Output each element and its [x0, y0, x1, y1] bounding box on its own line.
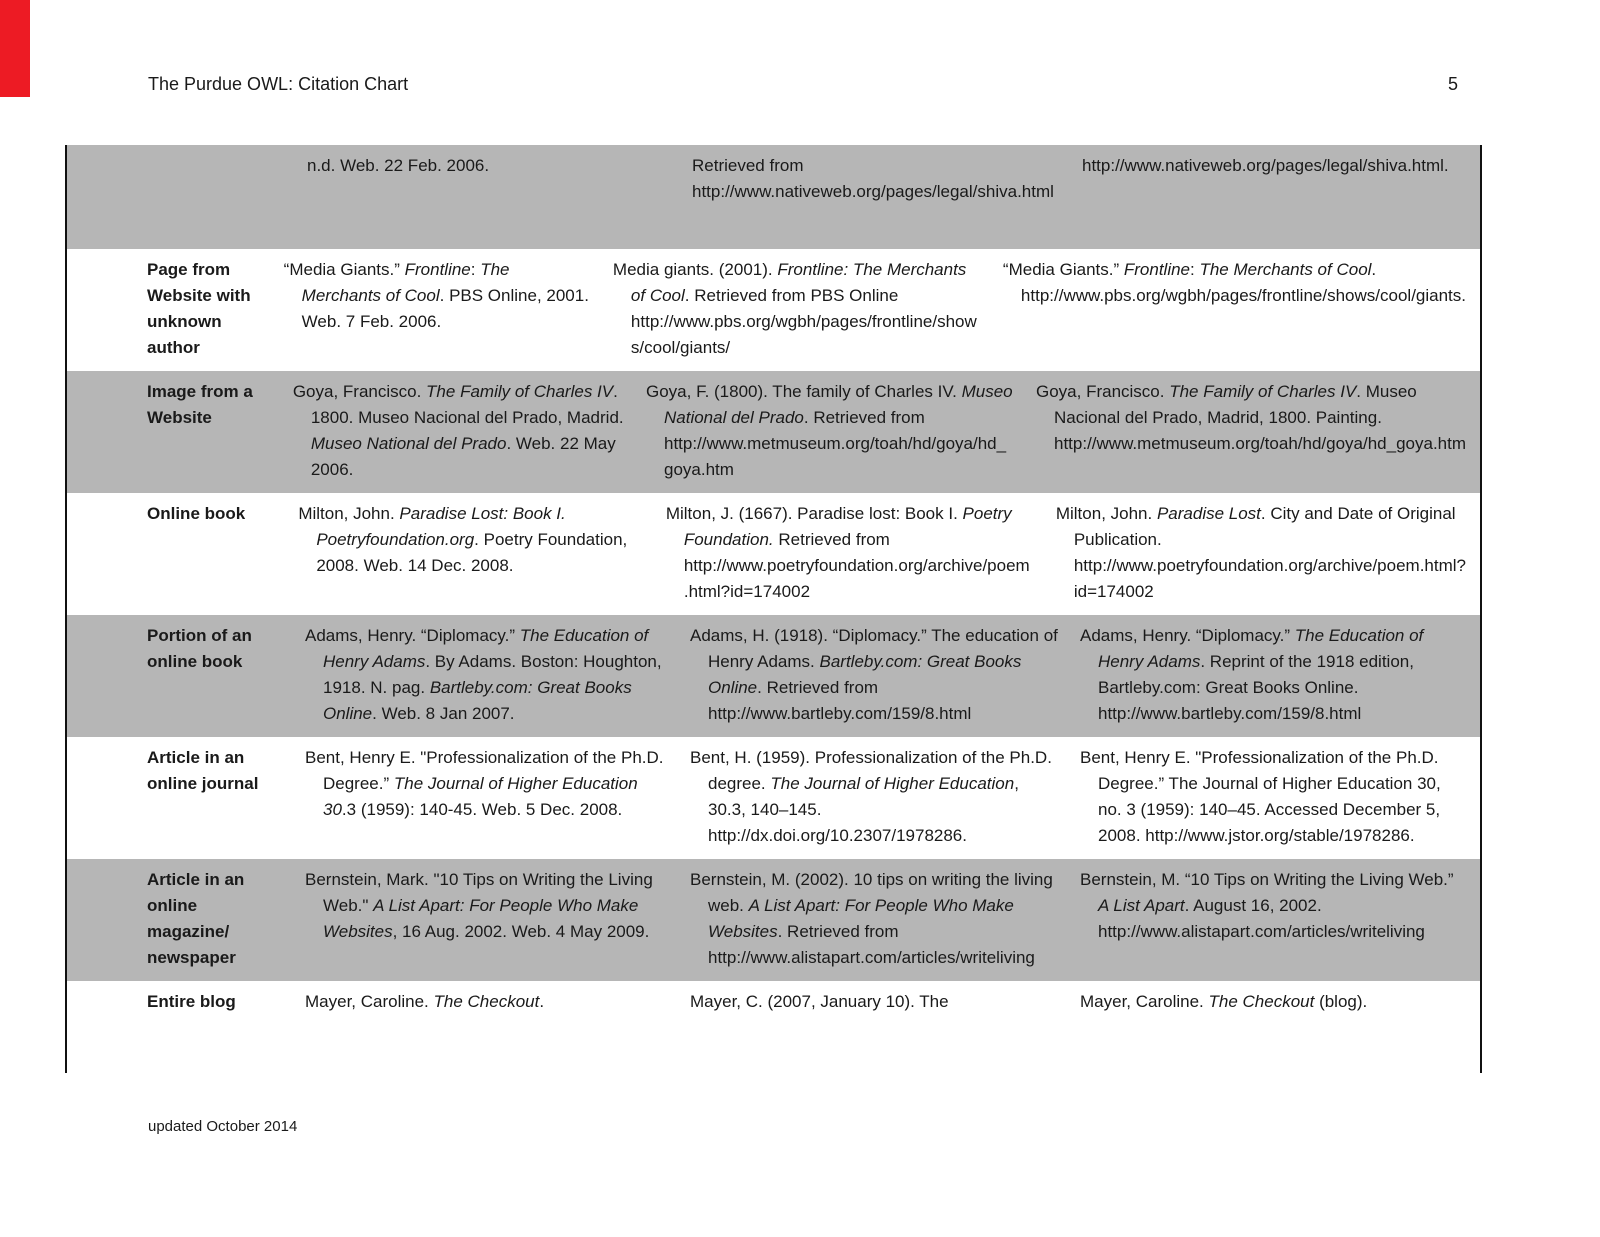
mla-citation: Bernstein, Mark. "10 Tips on Writing the Living Web." A List Apart: For People Who Make Websites, 16 Aug. 2002. Web. 4 May 2009. [305, 870, 653, 941]
cms-citation: Goya, Francisco. The Family of Charles IV. Museo Nacional del Prado, Madrid, 1800. Painting. http://www.metmuseum.org/toah/hd/goya/hd_goya.htm [1036, 382, 1467, 453]
mla-citation: Goya, Francisco. The Family of Charles IV. 1800. Museo Nacional del Prado, Madrid. Museo National del Prado. Web. 22 May 2006. [292, 382, 624, 479]
cms-citation: Bernstein, M. “10 Tips on Writing the Living Web.” A List Apart. August 16, 2002. http://www.alistapart.com/articles/writeliving [1080, 870, 1454, 941]
source-type-label: Article in an online magazine/ newspaper [147, 870, 245, 967]
apa-citation: Bernstein, M. (2002). 10 tips on writing the living web. A List Apart: For People Who Make Websites. Retrieved from http://www.alistapart.com/articles/writeliving [690, 870, 1053, 967]
source-type-label: Portion of an online book [147, 626, 252, 671]
cms-citation: “Media Giants.” Frontline: The Merchants of Cool. http://www.pbs.org/wgbh/pages/frontline/shows/cool/giants. [1002, 260, 1467, 305]
apa-citation: Mayer, C. (2007, January 10). The [690, 992, 949, 1011]
table-row [67, 493, 1480, 615]
cms-citation: Milton, John. Paradise Lost. City and Date of Original Publication. http://www.poetryfoundation.org/archive/poem.html?id=174002 [1055, 504, 1466, 601]
source-type-label [67, 145, 297, 249]
mla-citation: Bent, Henry E. "Professionalization of the Ph.D. Degree.” The Journal of Higher Education 30.3 (1959): 140-45. Web. 5 Dec. 2008. [305, 748, 664, 819]
red-corner-mark [0, 0, 30, 97]
table-row [67, 737, 1480, 859]
cms-citation: Adams, Henry. “Diplomacy.” The Education of Henry Adams. Reprint of the 1918 edition, Bartleby.com: Great Books Online. http://www.bartleby.com/159/8.html [1080, 626, 1424, 723]
apa-citation: Retrieved from http://www.nativeweb.org/pages/legal/shiva.html [692, 156, 1054, 201]
apa-citation: Adams, H. (1918). “Diplomacy.” The education of Henry Adams. Bartleby.com: Great Books Online. Retrieved from http://www.bartleby.com/159/8.html [690, 626, 1058, 723]
cms-citation: http://www.nativeweb.org/pages/legal/shiva.html. [1082, 156, 1449, 175]
apa-citation: Media giants. (2001). Frontline: The Merchants of Cool. Retrieved from PBS Online http://www.pbs.org/wgbh/pages/frontline/shows/cool/giants/ [612, 260, 977, 357]
apa-citation: Goya, F. (1800). The family of Charles IV. Museo National del Prado. Retrieved from http://www.metmuseum.org/toah/hd/goya/hd_goya.htm [646, 382, 1013, 479]
footer-note: updated October 2014 [148, 1118, 298, 1135]
cms-citation: Bent, Henry E. "Professionalization of the Ph.D. Degree.” The Journal of Higher Education 30, no. 3 (1959): 140–45. Accessed December 5, 2008. http://www.jstor.org/stable/1978286. [1080, 748, 1441, 845]
table-row [67, 859, 1480, 981]
mla-citation: Mayer, Caroline. The Checkout. [305, 992, 545, 1011]
mla-citation: “Media Giants.” Frontline: The Merchants of Cool. PBS Online, 2001. Web. 7 Feb. 2006. [283, 260, 589, 331]
mla-citation: Milton, John. Paradise Lost: Book I. Poetryfoundation.org. Poetry Foundation, 2008. Web. 14 Dec. 2008. [298, 504, 628, 575]
mla-citation: n.d. Web. 22 Feb. 2006. [307, 156, 490, 175]
source-type-label: Image from a Website [147, 382, 253, 427]
mla-citation: Adams, Henry. “Diplomacy.” The Education of Henry Adams. By Adams. Boston: Houghton, 1918. N. pag. Bartleby.com: Great Books Online. Web. 8 Jan 2007. [305, 626, 662, 723]
source-type-label: Online book [147, 504, 246, 523]
document-title: The Purdue OWL: Citation Chart [148, 74, 409, 94]
table-row [67, 145, 1480, 249]
apa-citation: Milton, J. (1667). Paradise lost: Book I. Poetry Foundation. Retrieved from http://www.poetryfoundation.org/archive/poem.html?id=174002 [665, 504, 1030, 601]
source-type-label: Entire blog [147, 992, 236, 1011]
table-row [67, 615, 1480, 737]
table-row [67, 249, 1480, 371]
citation-table [65, 145, 1482, 1073]
source-type-label: Page from Website with unknown author [147, 260, 251, 357]
page-number: 5 [1447, 74, 1458, 94]
apa-citation: Bent, H. (1959). Professionalization of the Ph.D. degree. The Journal of Higher Education, 30.3, 140–145. http://dx.doi.org/10.2307/1978286. [690, 748, 1052, 845]
table-row [67, 371, 1480, 493]
table-row [67, 981, 1480, 1025]
page-header [148, 74, 1458, 95]
cms-citation: Mayer, Caroline. The Checkout (blog). [1080, 992, 1368, 1011]
source-type-label: Article in an online journal [147, 748, 259, 793]
